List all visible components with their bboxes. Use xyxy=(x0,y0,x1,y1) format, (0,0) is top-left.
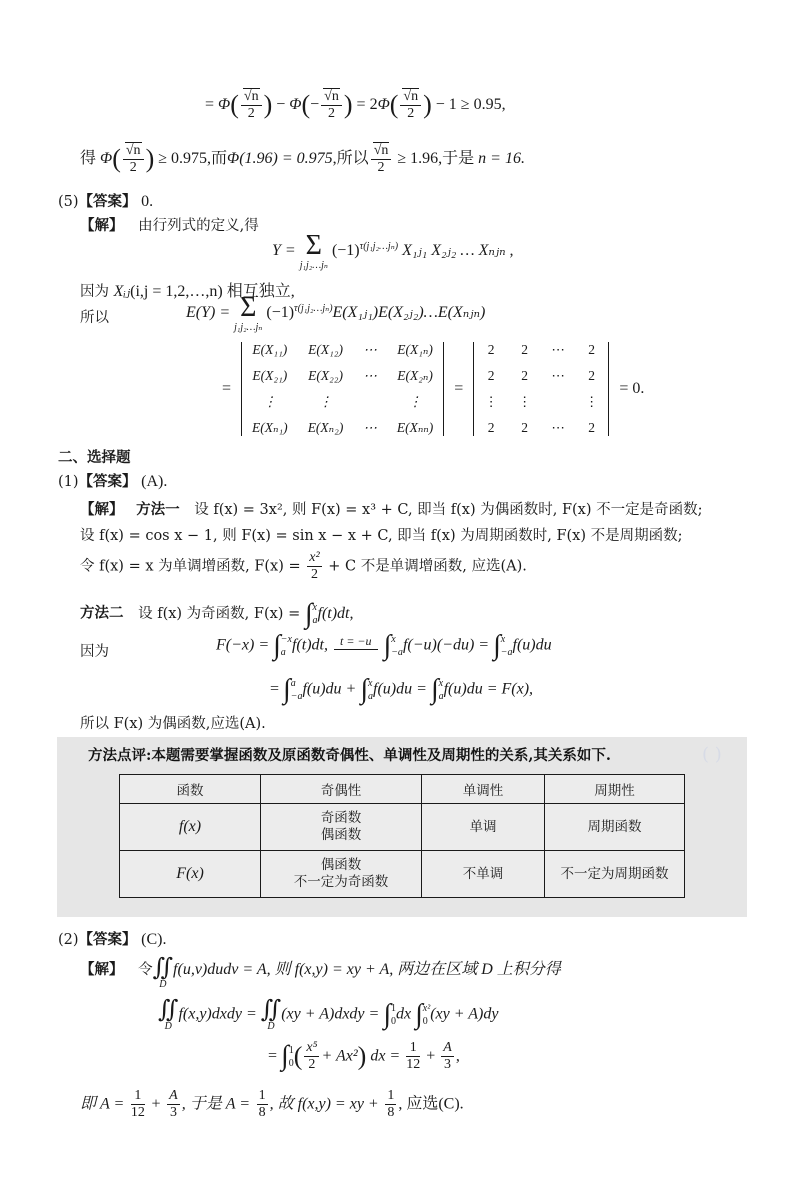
answer-value: 0. xyxy=(141,193,154,210)
denominator: 12 xyxy=(406,1057,421,1073)
det-entry: E(Xₙ₂) xyxy=(307,420,344,435)
parity-line: 偶函数 xyxy=(320,827,362,843)
lower-limit: −a xyxy=(500,647,513,658)
solution-text: 由行列式的定义,得 xyxy=(138,218,259,234)
paren: ( xyxy=(112,144,121,174)
det-entry: 2 xyxy=(521,368,528,383)
paren: ( xyxy=(293,1041,303,1071)
sqrt-n: √n xyxy=(324,89,339,104)
table-cell-fn: F(x) xyxy=(120,851,261,898)
eq-sign: = xyxy=(270,680,280,698)
fraction-A-over-3 xyxy=(167,1088,180,1121)
sign-term: (−1) xyxy=(331,242,360,260)
tau-exponent: τ(j₁j₂…jₙ) xyxy=(359,241,399,253)
text-ling: 令 xyxy=(138,962,153,978)
part-title: 二、选择题 xyxy=(58,449,131,466)
question-number: (2) xyxy=(58,932,79,948)
integral-symbol: ∫ xyxy=(360,674,369,705)
upper-limit: x xyxy=(500,634,506,645)
det-entry: 2 xyxy=(487,368,495,383)
upper-limit: x xyxy=(391,634,396,645)
text-yushi: ,于是 xyxy=(438,149,475,167)
method-1-line-2: 设 f(x) = cos x − 1, 则 F(x) = sin x − x + C, 即当 f(x) 为周期函数时, F(x) 不是周期函数; xyxy=(80,528,683,544)
answer-tag: 【答案】 xyxy=(78,931,137,948)
method-label: 方法一 xyxy=(136,501,180,518)
product-terms: X₁ⱼ₁ X₂ⱼ₂ … Xₙⱼₙ , xyxy=(402,242,514,260)
double-integral-symbol: ∬ xyxy=(158,997,179,1023)
eq-F-minus-x xyxy=(216,630,552,662)
fraction-x5-over-2 xyxy=(304,1040,319,1073)
lower-limit: a xyxy=(368,691,374,702)
det-result: = 0. xyxy=(619,380,645,397)
fraction-1-over-12 xyxy=(131,1088,145,1121)
inequality: ≥ 0.975 xyxy=(158,149,208,167)
eq-line-1 xyxy=(205,88,506,122)
result-n: n = 16. xyxy=(478,149,525,167)
det-entry: ⋮ xyxy=(484,394,498,409)
denominator: 3 xyxy=(444,1057,452,1073)
upper-limit: x xyxy=(368,678,373,689)
paren: ( xyxy=(389,90,399,120)
determinant-twos xyxy=(473,342,609,436)
denominator: 8 xyxy=(258,1105,266,1121)
text-de: 得 xyxy=(80,149,97,167)
final-text: , 应选(C). xyxy=(398,1095,464,1113)
integrand: f(u)du = xyxy=(373,680,427,698)
numerator: 1 xyxy=(131,1088,145,1105)
expectation-terms: E(X₁ⱼ₁)E(X₂ⱼ₂)…E(Xₙⱼₙ) xyxy=(332,304,486,322)
property-table xyxy=(119,774,685,898)
denominator: 2 xyxy=(247,106,255,122)
table-header: 奇偶性 xyxy=(261,775,422,804)
det-entry: E(X₂ₙ) xyxy=(397,368,433,383)
final-text: , 故 f(x,y) = xy + xyxy=(269,1095,379,1113)
integral-symbol: ∫ xyxy=(281,1040,289,1072)
determinant-expectations xyxy=(241,342,444,436)
substitution-arrow xyxy=(334,634,378,658)
table-cell-period: 不一定为周期函数 xyxy=(545,851,685,898)
upper-limit: x² xyxy=(422,1003,431,1014)
double-integral-symbol: ∬ xyxy=(260,997,282,1023)
det-entry: ⋯ xyxy=(363,420,377,435)
phi-symbol: Φ xyxy=(289,95,302,113)
substitution: t = −u xyxy=(334,634,378,650)
det-entry xyxy=(551,394,565,410)
sign-term: (−1) xyxy=(266,304,295,322)
integral-symbol: ∫ xyxy=(304,598,313,629)
dx-eq: dx = xyxy=(370,1047,401,1065)
answer-tag: 【答案】 xyxy=(78,193,137,210)
denominator: 2 xyxy=(310,567,318,583)
parity-line: 不一定为奇函数 xyxy=(293,874,389,890)
integral-a-to-x xyxy=(304,598,354,629)
sigma-symbol: Σ xyxy=(240,292,257,323)
region-D: D xyxy=(164,1021,172,1032)
region-D: D xyxy=(267,1021,275,1032)
fraction-x2-over-2 xyxy=(307,550,321,583)
eq-double-integral xyxy=(158,998,498,1032)
sqrt-n: √n xyxy=(373,143,389,158)
method-label: 方法二 xyxy=(80,604,124,622)
method-text: 设 f(x) 为奇函数, F(x) = xyxy=(138,605,301,622)
det-entry: 2 xyxy=(487,342,495,357)
det-entry: ⋯ xyxy=(363,368,377,383)
lower-limit: a xyxy=(280,647,286,658)
question-number: (5) xyxy=(58,194,79,210)
table-cell-parity xyxy=(261,851,422,898)
det-entry: 2 xyxy=(588,342,595,357)
integral-symbol: ∫ xyxy=(273,630,281,661)
eq-line-2 xyxy=(80,142,525,176)
det-entry: E(X₁₂) xyxy=(308,342,343,357)
sqrt-n: √n xyxy=(125,143,141,158)
det-entry: ⋯ xyxy=(551,420,565,435)
integrand: f(−u)(−du) = xyxy=(402,636,490,654)
fraction-1-over-8 xyxy=(385,1088,396,1121)
text-yinwei: 因为 xyxy=(80,284,109,300)
upper-limit: x xyxy=(438,678,444,689)
det-entry: 2 xyxy=(588,420,595,435)
det-entry: E(X₁₁) xyxy=(252,342,288,357)
table-cell-mono: 不单调 xyxy=(422,851,545,898)
inequality-tail: − 1 ≥ 0.95, xyxy=(435,95,506,113)
integral-symbol: ∫ xyxy=(383,999,391,1030)
lower-limit: a xyxy=(438,691,444,702)
solution-tag: 【解】 xyxy=(80,961,124,978)
summation xyxy=(234,294,262,333)
phi-symbol: Φ xyxy=(100,149,113,167)
det-entry: ⋮ xyxy=(517,394,532,409)
method-text: 令 f(x) = x 为单调增函数, F(x) = xyxy=(80,558,301,575)
suoyi-label: 所以 xyxy=(80,310,109,326)
solution-2-intro xyxy=(80,956,561,990)
phi-value: Φ(1.96) = 0.975 xyxy=(227,149,333,167)
det-entry: ⋯ xyxy=(551,342,565,357)
method-2-line-1 xyxy=(80,598,354,630)
paren: ) xyxy=(145,144,155,174)
denominator: 12 xyxy=(130,1105,145,1121)
answer-5 xyxy=(58,190,153,211)
integrand: f(u)du + xyxy=(302,680,357,698)
double-integral-D xyxy=(261,998,281,1032)
sqrt-n: √n xyxy=(403,89,419,104)
eq-Y-definition xyxy=(272,232,514,271)
text-er: ,而 xyxy=(207,149,228,167)
det-entry: E(Xₙ₁) xyxy=(252,420,288,435)
integrand: f(u)du xyxy=(512,636,552,654)
table-header-row xyxy=(120,775,685,804)
eq-EY-sum xyxy=(186,294,485,333)
numerator: A xyxy=(441,1040,454,1057)
det-entry: ⋮ xyxy=(584,394,599,409)
eq-sign: = xyxy=(205,95,215,113)
denominator: 8 xyxy=(387,1105,395,1121)
eq-sign: = xyxy=(356,95,366,113)
upper-limit: a xyxy=(290,678,296,689)
sigma-symbol: Σ xyxy=(305,230,322,261)
lower-limit: 0 xyxy=(288,1057,294,1069)
fraction-sqrt-n-over-2 xyxy=(400,88,421,122)
lower-limit: 0 xyxy=(422,1016,428,1027)
denominator: 3 xyxy=(169,1105,177,1121)
answer-value: (A). xyxy=(141,473,168,490)
fraction-sqrt-n-over-2 xyxy=(321,88,342,122)
table-header: 周期性 xyxy=(545,775,685,804)
tau-exponent: τ(j₁j₂…jₙ) xyxy=(294,303,333,315)
plus-sign: + xyxy=(151,1095,161,1113)
numerator: x⁵ xyxy=(304,1040,319,1057)
integrand: f(u)du = F(x), xyxy=(443,680,534,698)
denominator: 2 xyxy=(308,1057,316,1073)
table-row xyxy=(120,804,685,851)
double-integral-D xyxy=(153,956,173,990)
Y-eq: Y = xyxy=(272,242,296,260)
method-1-line-1 xyxy=(80,498,703,519)
det-entry xyxy=(363,394,377,410)
answer-2 xyxy=(58,928,166,949)
region-D: D xyxy=(159,979,167,990)
sum-subscript: j₁j₂…jₙ xyxy=(234,322,263,333)
yinwei-label: 因为 xyxy=(80,644,109,660)
det-entry: E(X₂₂) xyxy=(308,368,343,383)
integrand: f(t)dt, xyxy=(291,636,328,654)
method-1-line-3 xyxy=(80,550,527,583)
paren: ) xyxy=(357,1041,367,1071)
upper-limit: 1 xyxy=(391,1003,396,1014)
eq-sign: = xyxy=(268,1047,278,1065)
det-entry: ⋮ xyxy=(263,394,277,409)
fraction-sqrt-n-over-2 xyxy=(123,142,144,176)
integrand: f(x,y)dxdy = xyxy=(178,1005,257,1023)
lower-limit: 0 xyxy=(391,1016,396,1027)
final-text: 即 A = xyxy=(80,1095,125,1113)
det-entry: ⋮ xyxy=(408,394,422,409)
det-entry: 2 xyxy=(588,368,595,383)
table-row xyxy=(120,851,685,898)
Xij: Xᵢⱼ xyxy=(113,283,131,300)
plus-sign: + xyxy=(426,1047,436,1065)
phi-symbol: Φ xyxy=(377,95,390,113)
det-entry: ⋯ xyxy=(551,368,565,383)
det-entry: E(X₂₁) xyxy=(252,368,288,383)
denominator: 2 xyxy=(407,106,415,122)
integral-symbol: ∫ xyxy=(383,630,392,661)
paren: ) xyxy=(423,90,432,120)
upper-limit: x xyxy=(312,602,317,613)
table-cell-mono: 单调 xyxy=(422,804,545,851)
term: + Ax² xyxy=(321,1047,358,1065)
integral-symbol: ∫ xyxy=(283,674,291,705)
parity-line: 偶函数 xyxy=(320,857,362,874)
method-text: 设 f(x) = 3x², 则 F(x) = x³ + C, 即当 f(x) 为偶函数时, F(x) 不一定是奇函数; xyxy=(194,502,703,518)
table-cell-parity xyxy=(261,804,422,851)
paren: ( xyxy=(230,90,239,120)
watermark-ghost: ( ) xyxy=(702,744,722,765)
integral-symbol: ∫ xyxy=(415,999,423,1030)
eq-F-minus-x-line-2 xyxy=(270,674,533,706)
fraction-1-over-12 xyxy=(406,1040,420,1073)
coefficient: 2 xyxy=(369,95,378,113)
sqrt-n: √n xyxy=(243,89,259,104)
q2-final-line xyxy=(80,1088,464,1121)
answer-value: (C). xyxy=(141,931,167,948)
sum-subscript: j₁j₂…jₙ xyxy=(299,260,328,271)
det-entry: 2 xyxy=(521,342,528,357)
numerator: A xyxy=(167,1088,180,1105)
integrand: f(t)dt, xyxy=(317,604,354,622)
solution-5-intro xyxy=(80,214,259,235)
summation xyxy=(300,232,328,271)
integrand: (xy + A)dy xyxy=(430,1005,499,1023)
text-suoyi: ,所以 xyxy=(332,149,369,167)
denominator: 2 xyxy=(129,160,137,176)
dx: dx xyxy=(396,1005,412,1023)
det-entry: E(X₁ₙ) xyxy=(397,342,433,357)
numerator: x² xyxy=(307,550,321,567)
table-cell-period: 周期函数 xyxy=(545,804,685,851)
EY-eq: E(Y) = xyxy=(186,304,231,322)
eq-double-integral-line-2: = ∫ 1 0 ( $\frac{\text{x⁵}}{2}$ + Ax²) dx = $\frac{1}{12}$ + $\frac{A}{3}$ , xyxy=(268,1040,460,1073)
method-comment-title: 方法点评:本题需要掌握函数及原函数奇偶性、单调性及周期性的关系,其关系如下. xyxy=(88,747,611,764)
fraction-sqrt-n-over-2 xyxy=(241,88,262,122)
F-minus-x: F(−x) = xyxy=(216,636,270,654)
det-entry: 2 xyxy=(521,420,528,435)
denominator: 2 xyxy=(328,106,336,122)
numerator: 1 xyxy=(406,1040,420,1057)
fraction-1-over-8 xyxy=(257,1088,268,1121)
det-entry: ⋮ xyxy=(318,394,333,409)
determinant-equation xyxy=(222,342,644,436)
det-entry: 2 xyxy=(487,420,495,435)
minus-sign: − xyxy=(310,95,320,113)
det-entry: ⋯ xyxy=(363,342,377,357)
double-integral-symbol: ∬ xyxy=(152,955,174,981)
parity-line: 奇函数 xyxy=(320,810,362,827)
upper-limit: −x xyxy=(280,634,292,645)
minus-sign: − xyxy=(276,95,286,113)
upper-limit: 1 xyxy=(288,1044,294,1056)
fraction-sqrt-n-over-2 xyxy=(371,142,392,176)
paren: ) xyxy=(263,90,273,120)
solution-tag: 【解】 xyxy=(80,501,124,518)
method-text: + C 不是单调增函数, 应选(A). xyxy=(328,558,527,575)
answer-tag: 【答案】 xyxy=(78,473,137,490)
answer-1 xyxy=(58,470,167,491)
solution-text: f(u,v)dudv = A, 则 f(x,y) = xy + A, 两边在区域 D 上积分得 xyxy=(173,961,561,978)
solution-tag: 【解】 xyxy=(80,217,124,234)
integrand: (xy + A)dxdy = xyxy=(281,1005,380,1023)
lower-limit: −a xyxy=(391,647,403,658)
eq-sign: = xyxy=(222,380,232,397)
double-integral-D xyxy=(158,998,178,1032)
denominator: 2 xyxy=(377,160,385,176)
lower-limit: a xyxy=(312,615,318,626)
table-header: 函数 xyxy=(120,775,261,804)
numerator: 1 xyxy=(257,1088,268,1105)
table-cell-fn: f(x) xyxy=(120,804,261,851)
method-2-conclusion: 所以 F(x) 为偶函数,应选(A). xyxy=(80,716,266,732)
table-header: 单调性 xyxy=(422,775,545,804)
integral-symbol: ∫ xyxy=(430,674,439,705)
inequality: ≥ 1.96 xyxy=(397,149,439,167)
independence-text: (i,j = 1,2,…,n) 相互独立, xyxy=(130,283,295,300)
lower-limit: −a xyxy=(290,691,303,702)
numerator: 1 xyxy=(385,1088,396,1105)
eq-sign: = xyxy=(454,380,464,397)
final-text: , 于是 A = xyxy=(181,1095,251,1113)
paren: ) xyxy=(343,90,353,120)
integral-symbol: ∫ xyxy=(493,630,501,661)
phi-symbol: Φ xyxy=(218,95,231,113)
fraction-A-over-3 xyxy=(441,1040,454,1073)
question-number: (1) xyxy=(58,474,79,490)
det-entry: E(Xₙₙ) xyxy=(396,420,434,435)
paren: ( xyxy=(301,90,311,120)
